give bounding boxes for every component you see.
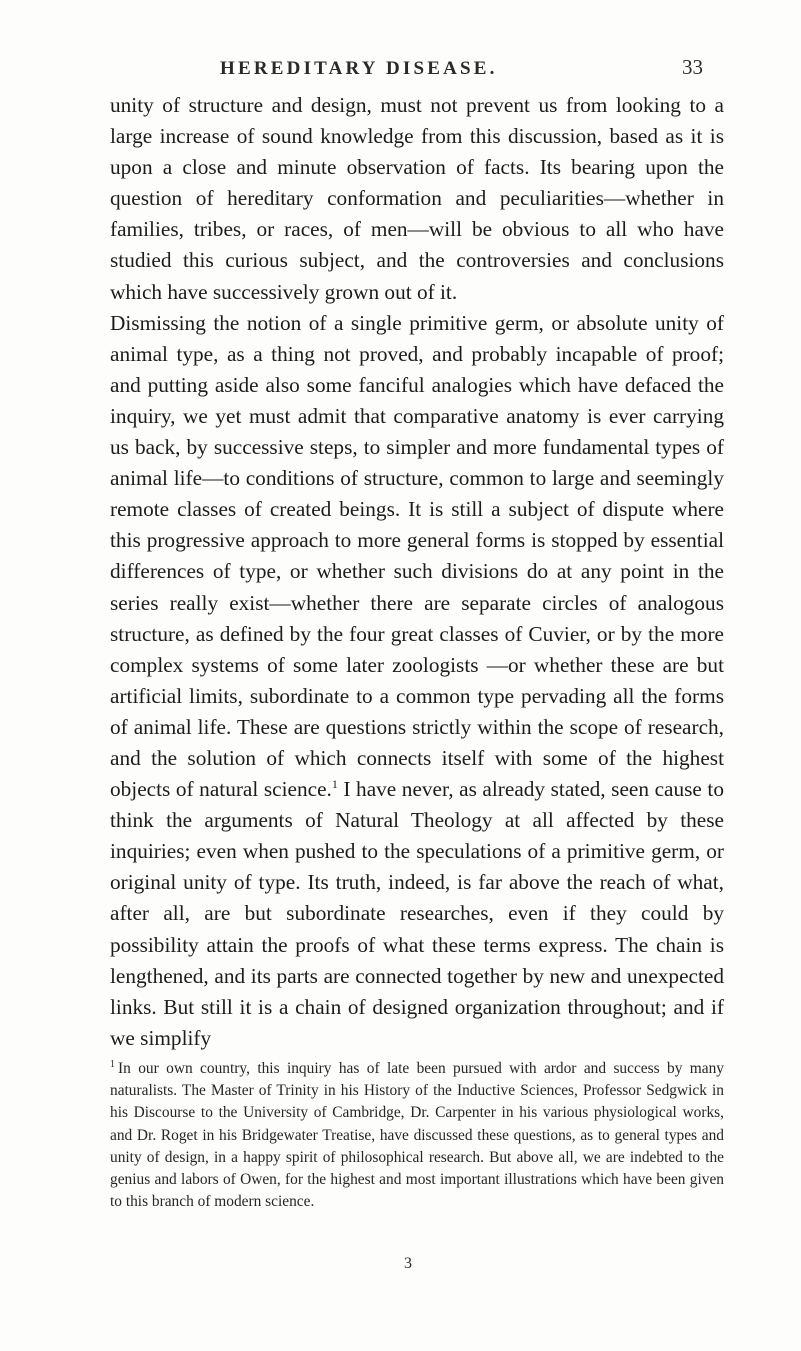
paragraph-1: unity of structure and design, must not prevent us from looking to a large increase of sound knowledge from this discussion, based as it is upon a close and minute observation of facts. Its bearing upon the question of hereditary conformation and peculiarities—whether in families, tribes, or races, of men—will be obvious to all who have studied this curious subject, and the controversies and conclusions which have successively grown out of it. [110,93,724,304]
page-number: 33 [682,55,703,79]
body-text [110,90,724,1054]
paragraph-2-part-1: Dismissing the notion of a single primitive germ, or absolute unity of animal type, as a thing not proved, and probably incapable of proof; and putting aside also some fanciful analogies which have defaced the inquiry, we yet must admit that comparative anatomy is ever carrying us back, by successive steps, to simpler and more fundamental types of animal life—to conditions of structure, common to large and seemingly remote classes of created beings. It is still a subject of dispute where this progressive approach to more general forms is stopped by essential differences of type, or whether such divisions do at any point in the series really exist—whether there are separate circles of analogous structure, as defined by the four great classes of Cuvier, or by the more complex systems of some later zoologists —or whether these are but artificial limits, subordinate to a common type pervading all the forms of animal life. These are questions strictly within the scope of research, and the solution of which connects itself with some of the highest objects of natural science. [110,310,724,802]
footnote [110,1058,724,1213]
signature-mark: 3 [404,1255,412,1272]
footnote-text: In our own country, this inquiry has of late been pursued with ardor and success by many naturalists. The Master of Trinity in his History of the Inductive Sciences, Professor Sedgwick in his Discourse to the University of Cambridge, Dr. Carpenter in his various physiological works, and Dr. Roget in his Bridgewater Treatise, have discussed these questions, as to general types and unity of design, in a happy spirit of philosophical research. But above all, we are indebted to the genius and labors of Owen, for the highest and most important illustrations which have been given to this branch of modern science. [110,1060,724,1211]
paragraph-2 [110,308,724,1054]
footnote-mark: 1 [110,1058,115,1070]
running-head: HEREDITARY DISEASE. [220,58,498,79]
footnote-paragraph [110,1058,724,1213]
footnote-reference: 1 [331,776,338,791]
paragraph-2-part-2: I have never, as already stated, seen cause to think the arguments of Natural Theology at all affected by these inquiries; even when pushed to the speculations of a primitive germ, or original unity of type. Its truth, indeed, is far above the reach of what, after all, are but subordinate researches, even if they could by possibility attain the proofs of what these terms express. The chain is lengthened, and its parts are connected together by new and unexpected links. But still it is a chain of designed organization throughout; and if we simplify [110,777,724,1050]
